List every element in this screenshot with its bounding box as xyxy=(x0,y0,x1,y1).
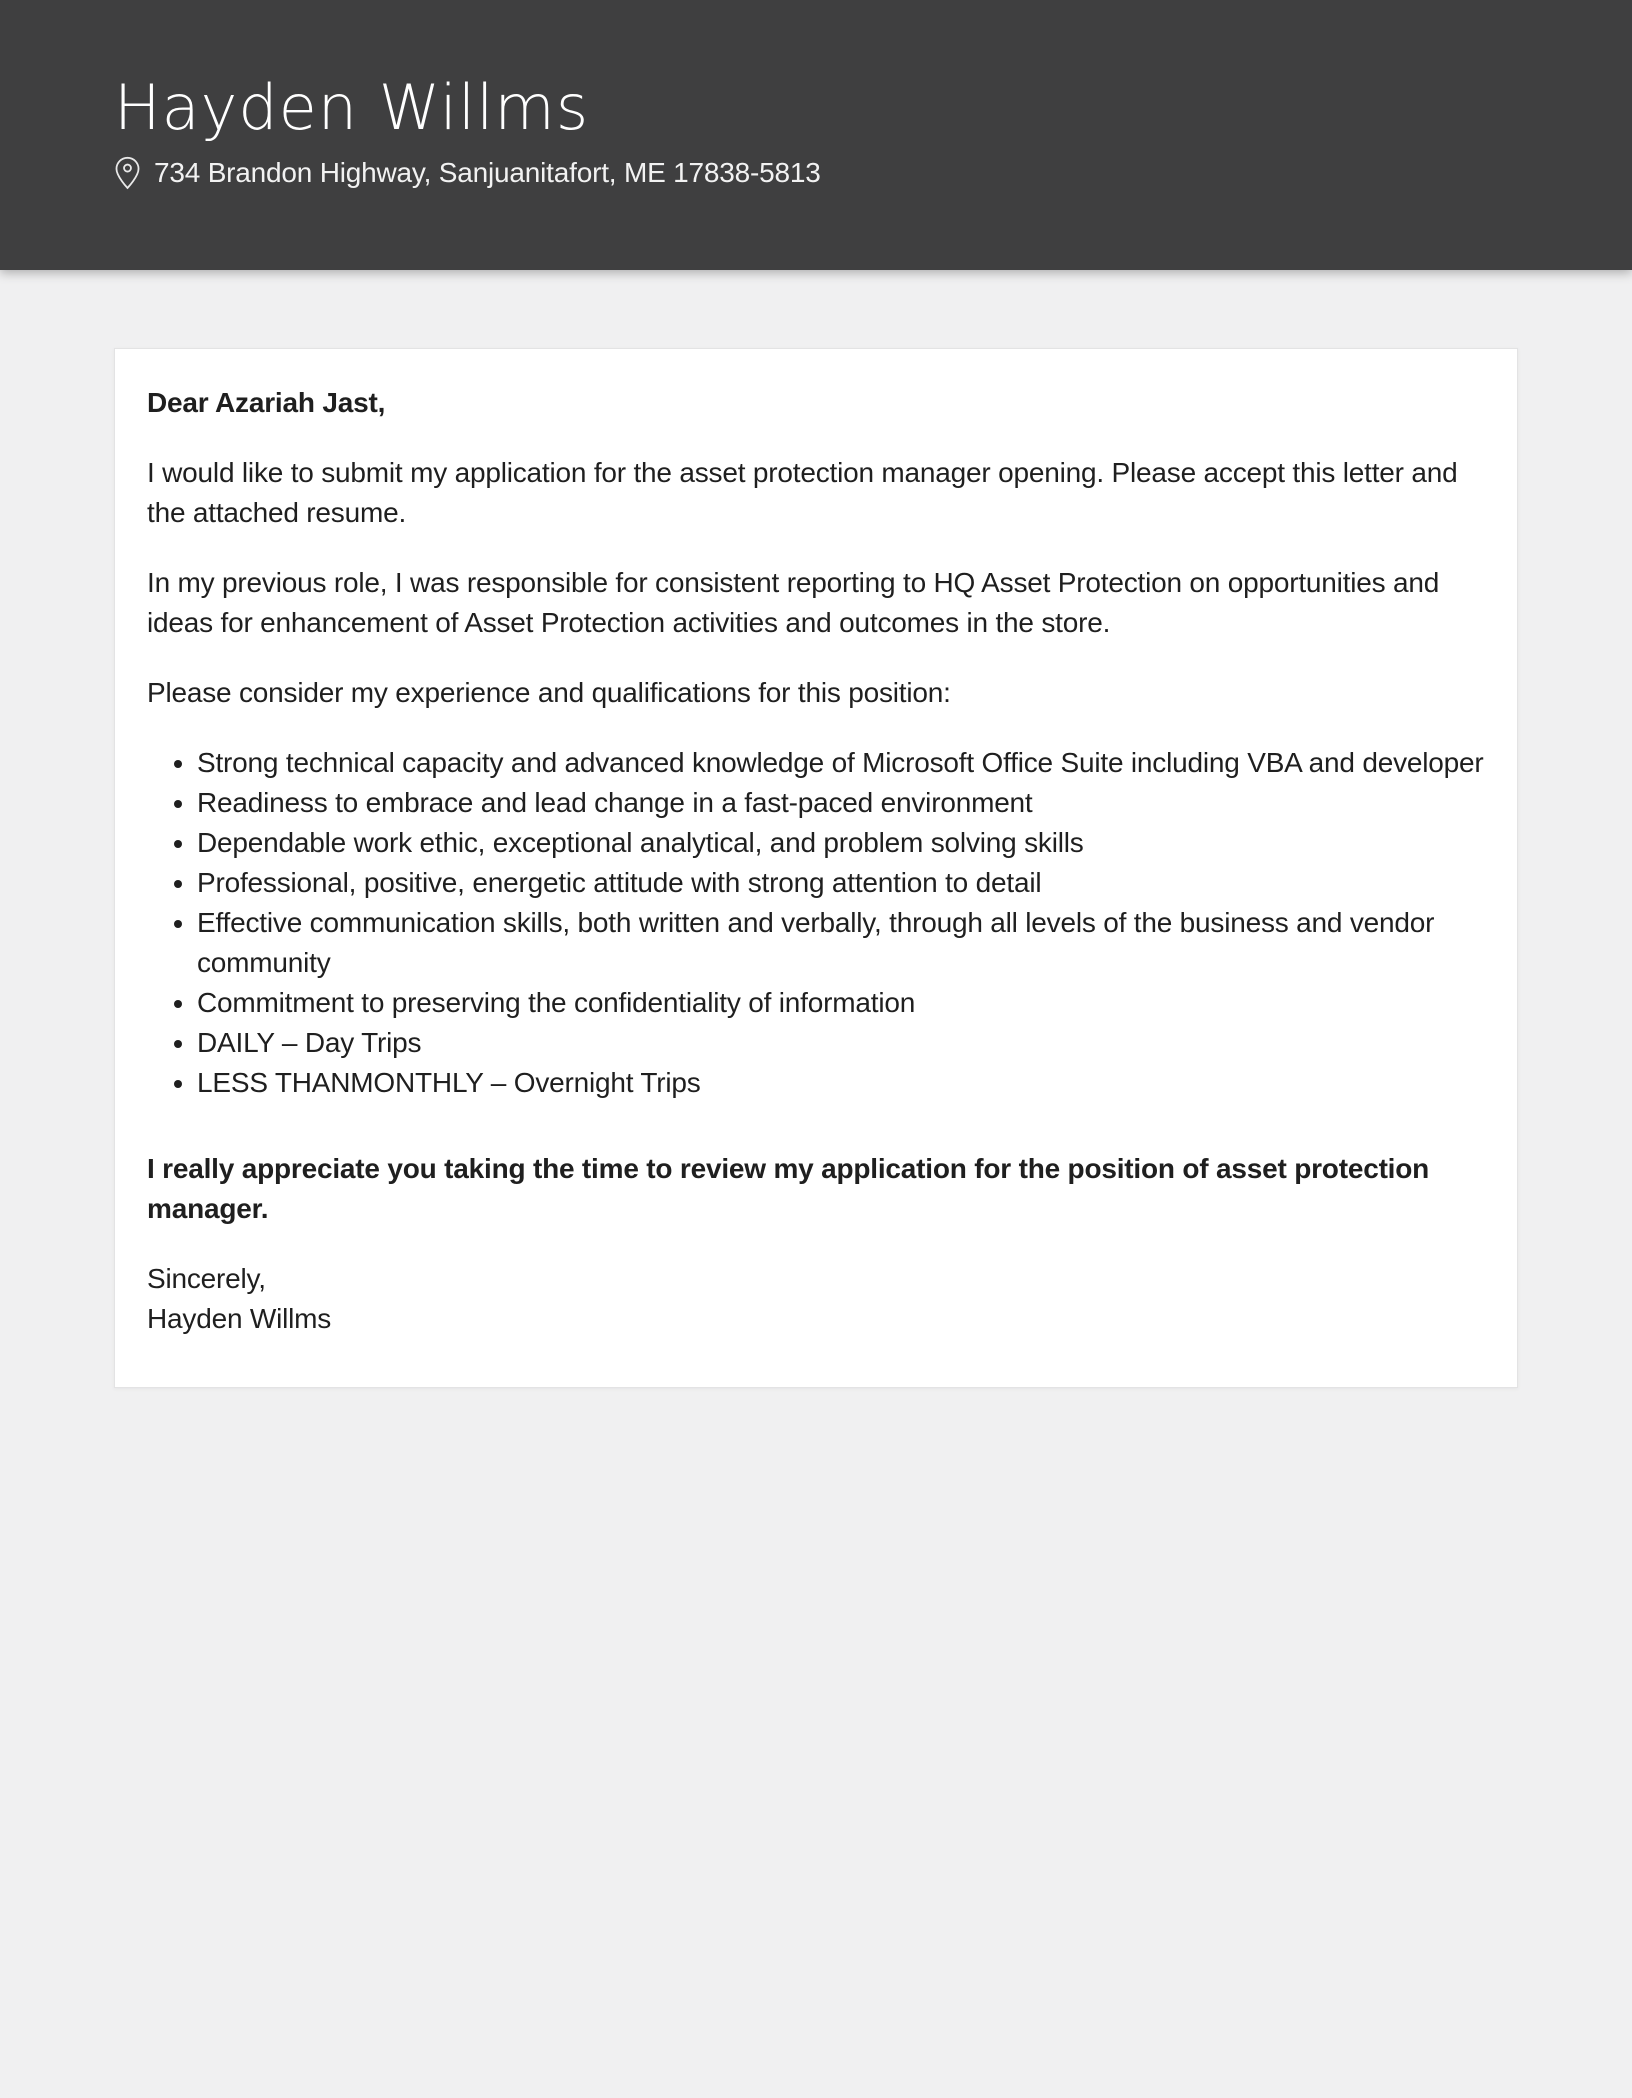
header-content xyxy=(114,72,1518,190)
list-item: • Professional, positive, energetic attitude with strong attention to detail xyxy=(197,863,1485,903)
cover-letter-card xyxy=(114,348,1518,1388)
list-item: • Readiness to embrace and lead change in a fast-paced environment xyxy=(197,783,1485,823)
greeting: Dear Azariah Jast, xyxy=(147,387,386,418)
signature-block xyxy=(147,1259,1485,1339)
resume-header xyxy=(0,0,1632,270)
location-pin-icon xyxy=(114,156,141,190)
address-row xyxy=(114,156,1518,190)
letter-area xyxy=(0,348,1632,1388)
signature-name: Hayden Willms xyxy=(147,1303,332,1334)
qualifications-list xyxy=(147,743,1485,1103)
list-item: • LESS THANMONTHLY – Overnight Trips xyxy=(197,1063,1485,1103)
list-item: • Commitment to preserving the confidentiality of information xyxy=(197,983,1485,1023)
paragraph-consider: Please consider my experience and qualifications for this position: xyxy=(147,677,951,708)
list-item: • Strong technical capacity and advanced knowledge of Microsoft Office Suite including VBA and developer xyxy=(197,743,1485,783)
address-text: 734 Brandon Highway, Sanjuanitafort, ME 17838-5813 xyxy=(154,156,821,188)
list-item: • DAILY – Day Trips xyxy=(197,1023,1485,1063)
paragraph-intro: I would like to submit my application for the asset protection manager opening. Please accept this letter and the attached resume. xyxy=(147,457,1458,528)
list-item: • Effective communication skills, both written and verbally, through all levels of the business and vendor community xyxy=(197,903,1485,983)
closing-statement: I really appreciate you taking the time to review my application for the position of asset protection manager. xyxy=(147,1153,1430,1224)
person-name: Hayden Willms xyxy=(114,71,590,144)
list-item: • Dependable work ethic, exceptional analytical, and problem solving skills xyxy=(197,823,1485,863)
signoff-text: Sincerely, xyxy=(147,1263,266,1294)
paragraph-previous-role: In my previous role, I was responsible for consistent reporting to HQ Asset Protection on opportunities and ideas for enhancement of Asset Protection activities and outcomes in the store. xyxy=(147,567,1440,638)
